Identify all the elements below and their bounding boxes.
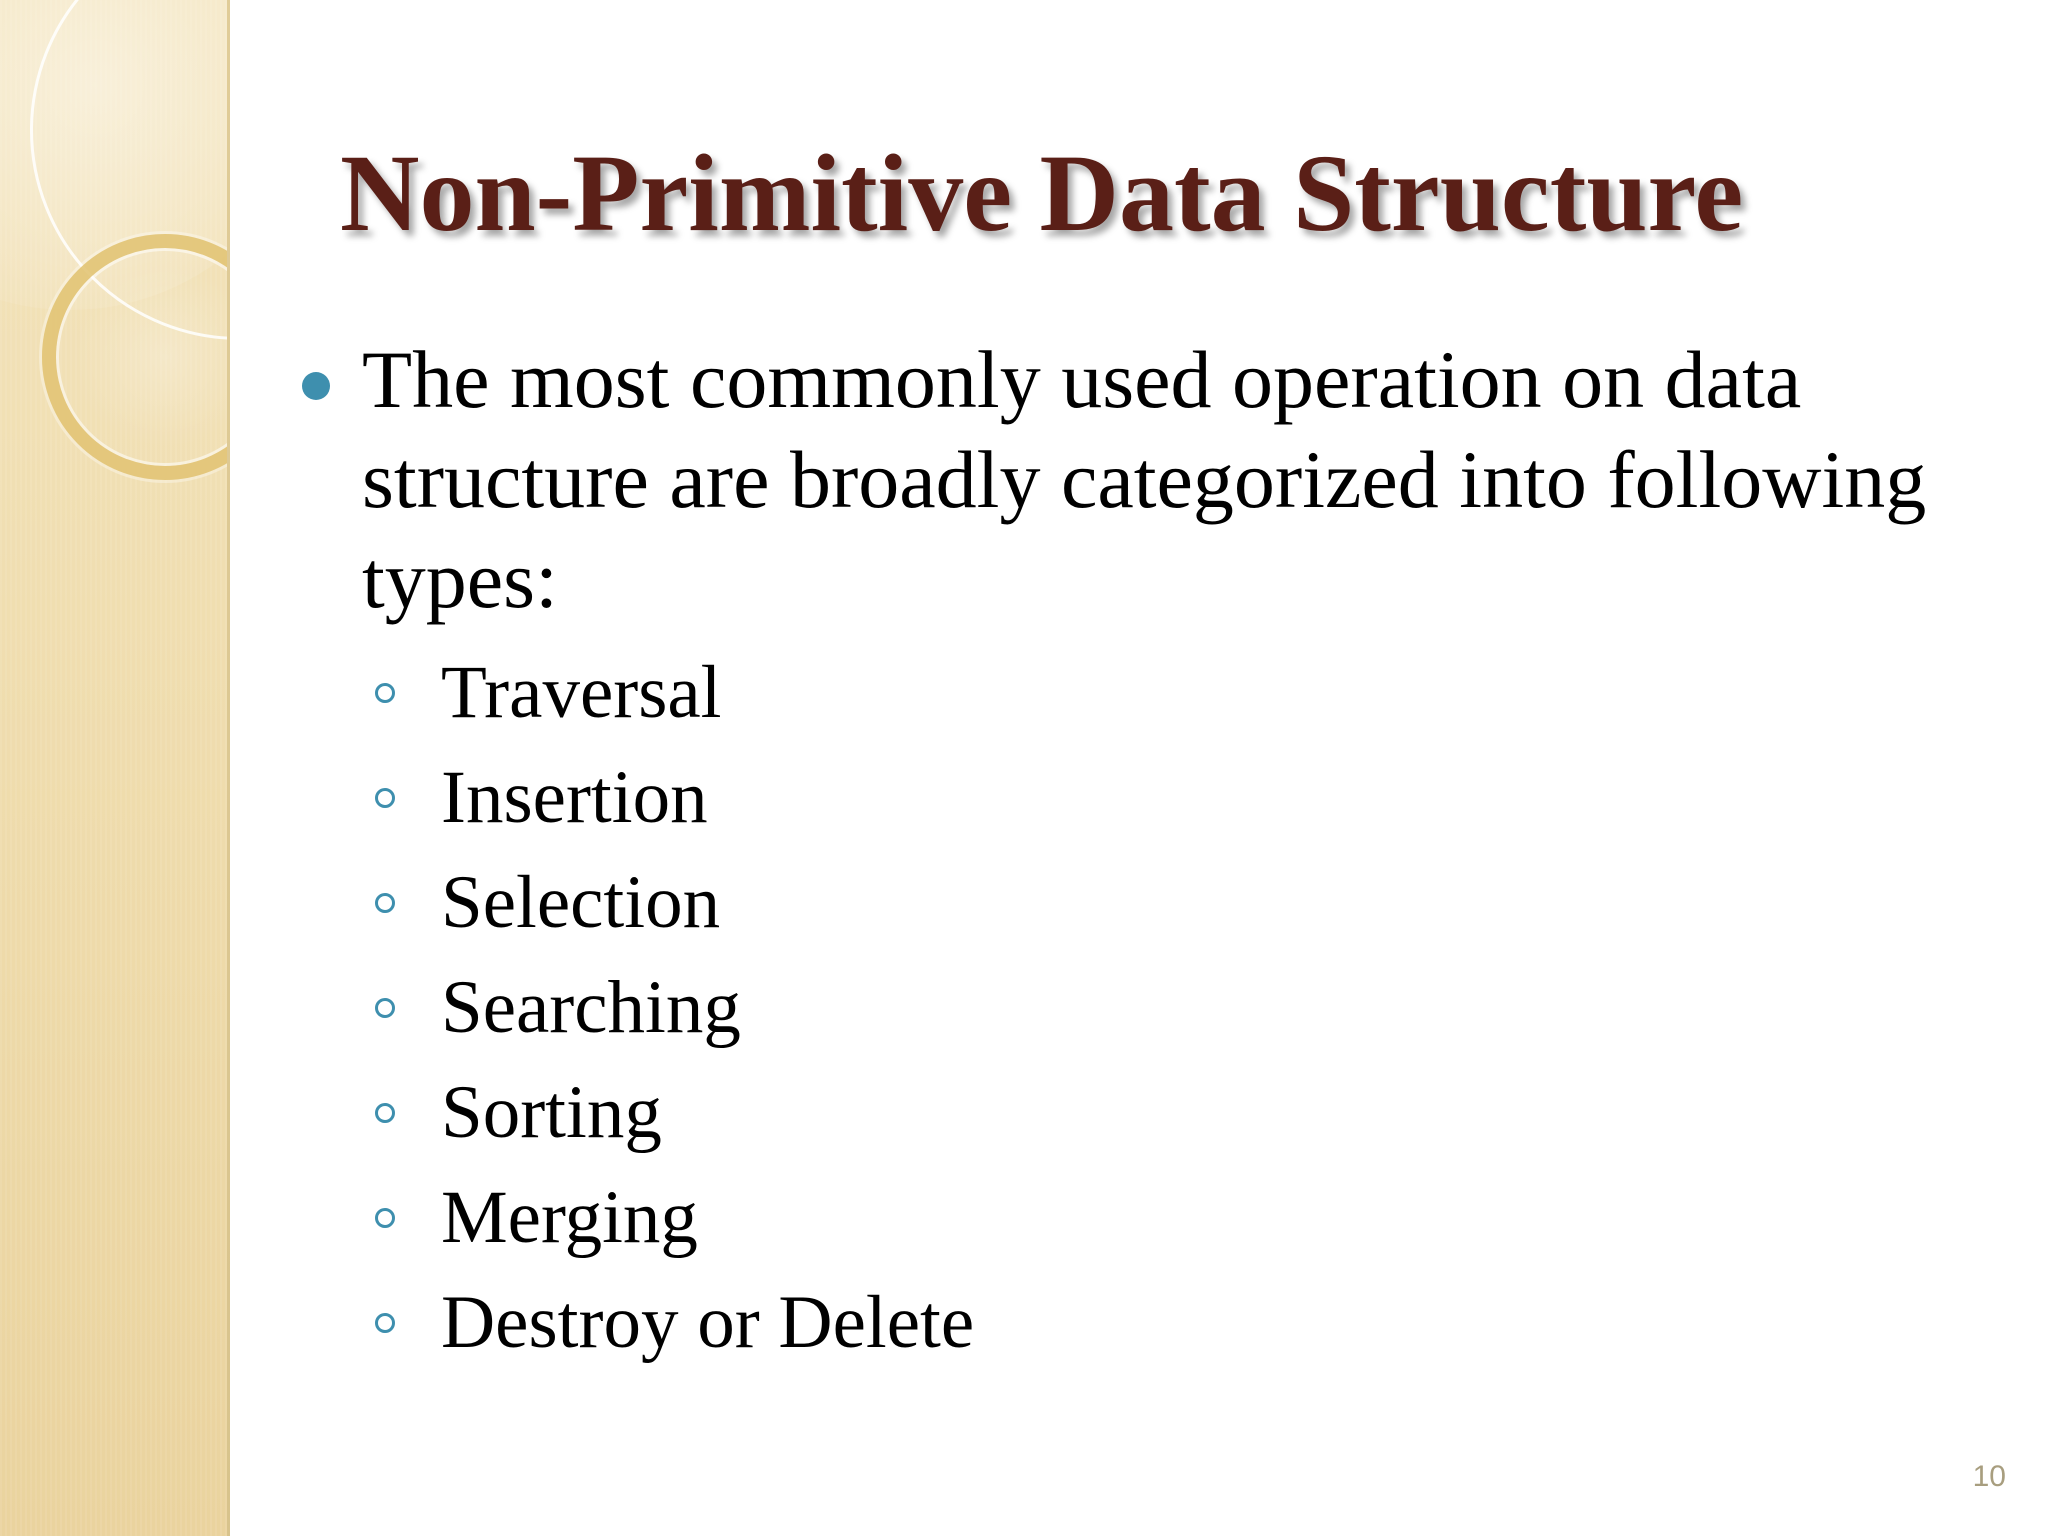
operation-label: Selection <box>441 860 721 944</box>
hollow-circle-bullet-icon <box>375 1313 395 1333</box>
hollow-circle-bullet-icon <box>375 1103 395 1123</box>
operation-label: Traversal <box>441 650 722 734</box>
hollow-circle-bullet-icon <box>375 893 395 913</box>
operation-label: Merging <box>441 1175 698 1259</box>
decorative-side-panel <box>0 0 230 1536</box>
slide-title: Non-Primitive Data Structure <box>340 132 1744 254</box>
operation-label: Destroy or Delete <box>441 1280 975 1364</box>
operation-label: Insertion <box>441 755 708 839</box>
slide-number: 10 <box>1972 1460 2006 1493</box>
list-item <box>370 955 974 1060</box>
main-bullet-text: The most commonly used operation on data structure are broadly categorized into following types: <box>362 334 1927 625</box>
hollow-circle-bullet-icon <box>375 788 395 808</box>
operation-label: Searching <box>441 965 741 1049</box>
hollow-circle-bullet-icon <box>375 1208 395 1228</box>
operations-list <box>370 640 974 1375</box>
list-item <box>370 1060 974 1165</box>
list-item <box>370 745 974 850</box>
hollow-circle-bullet-icon <box>375 998 395 1018</box>
side-panel-edge <box>227 0 230 1536</box>
list-item <box>370 850 974 955</box>
list-item <box>370 640 974 745</box>
list-item <box>370 1270 974 1375</box>
list-item <box>370 1165 974 1270</box>
filled-circle-bullet-icon <box>302 372 330 400</box>
hollow-circle-bullet-icon <box>375 683 395 703</box>
operation-label: Sorting <box>441 1070 662 1154</box>
